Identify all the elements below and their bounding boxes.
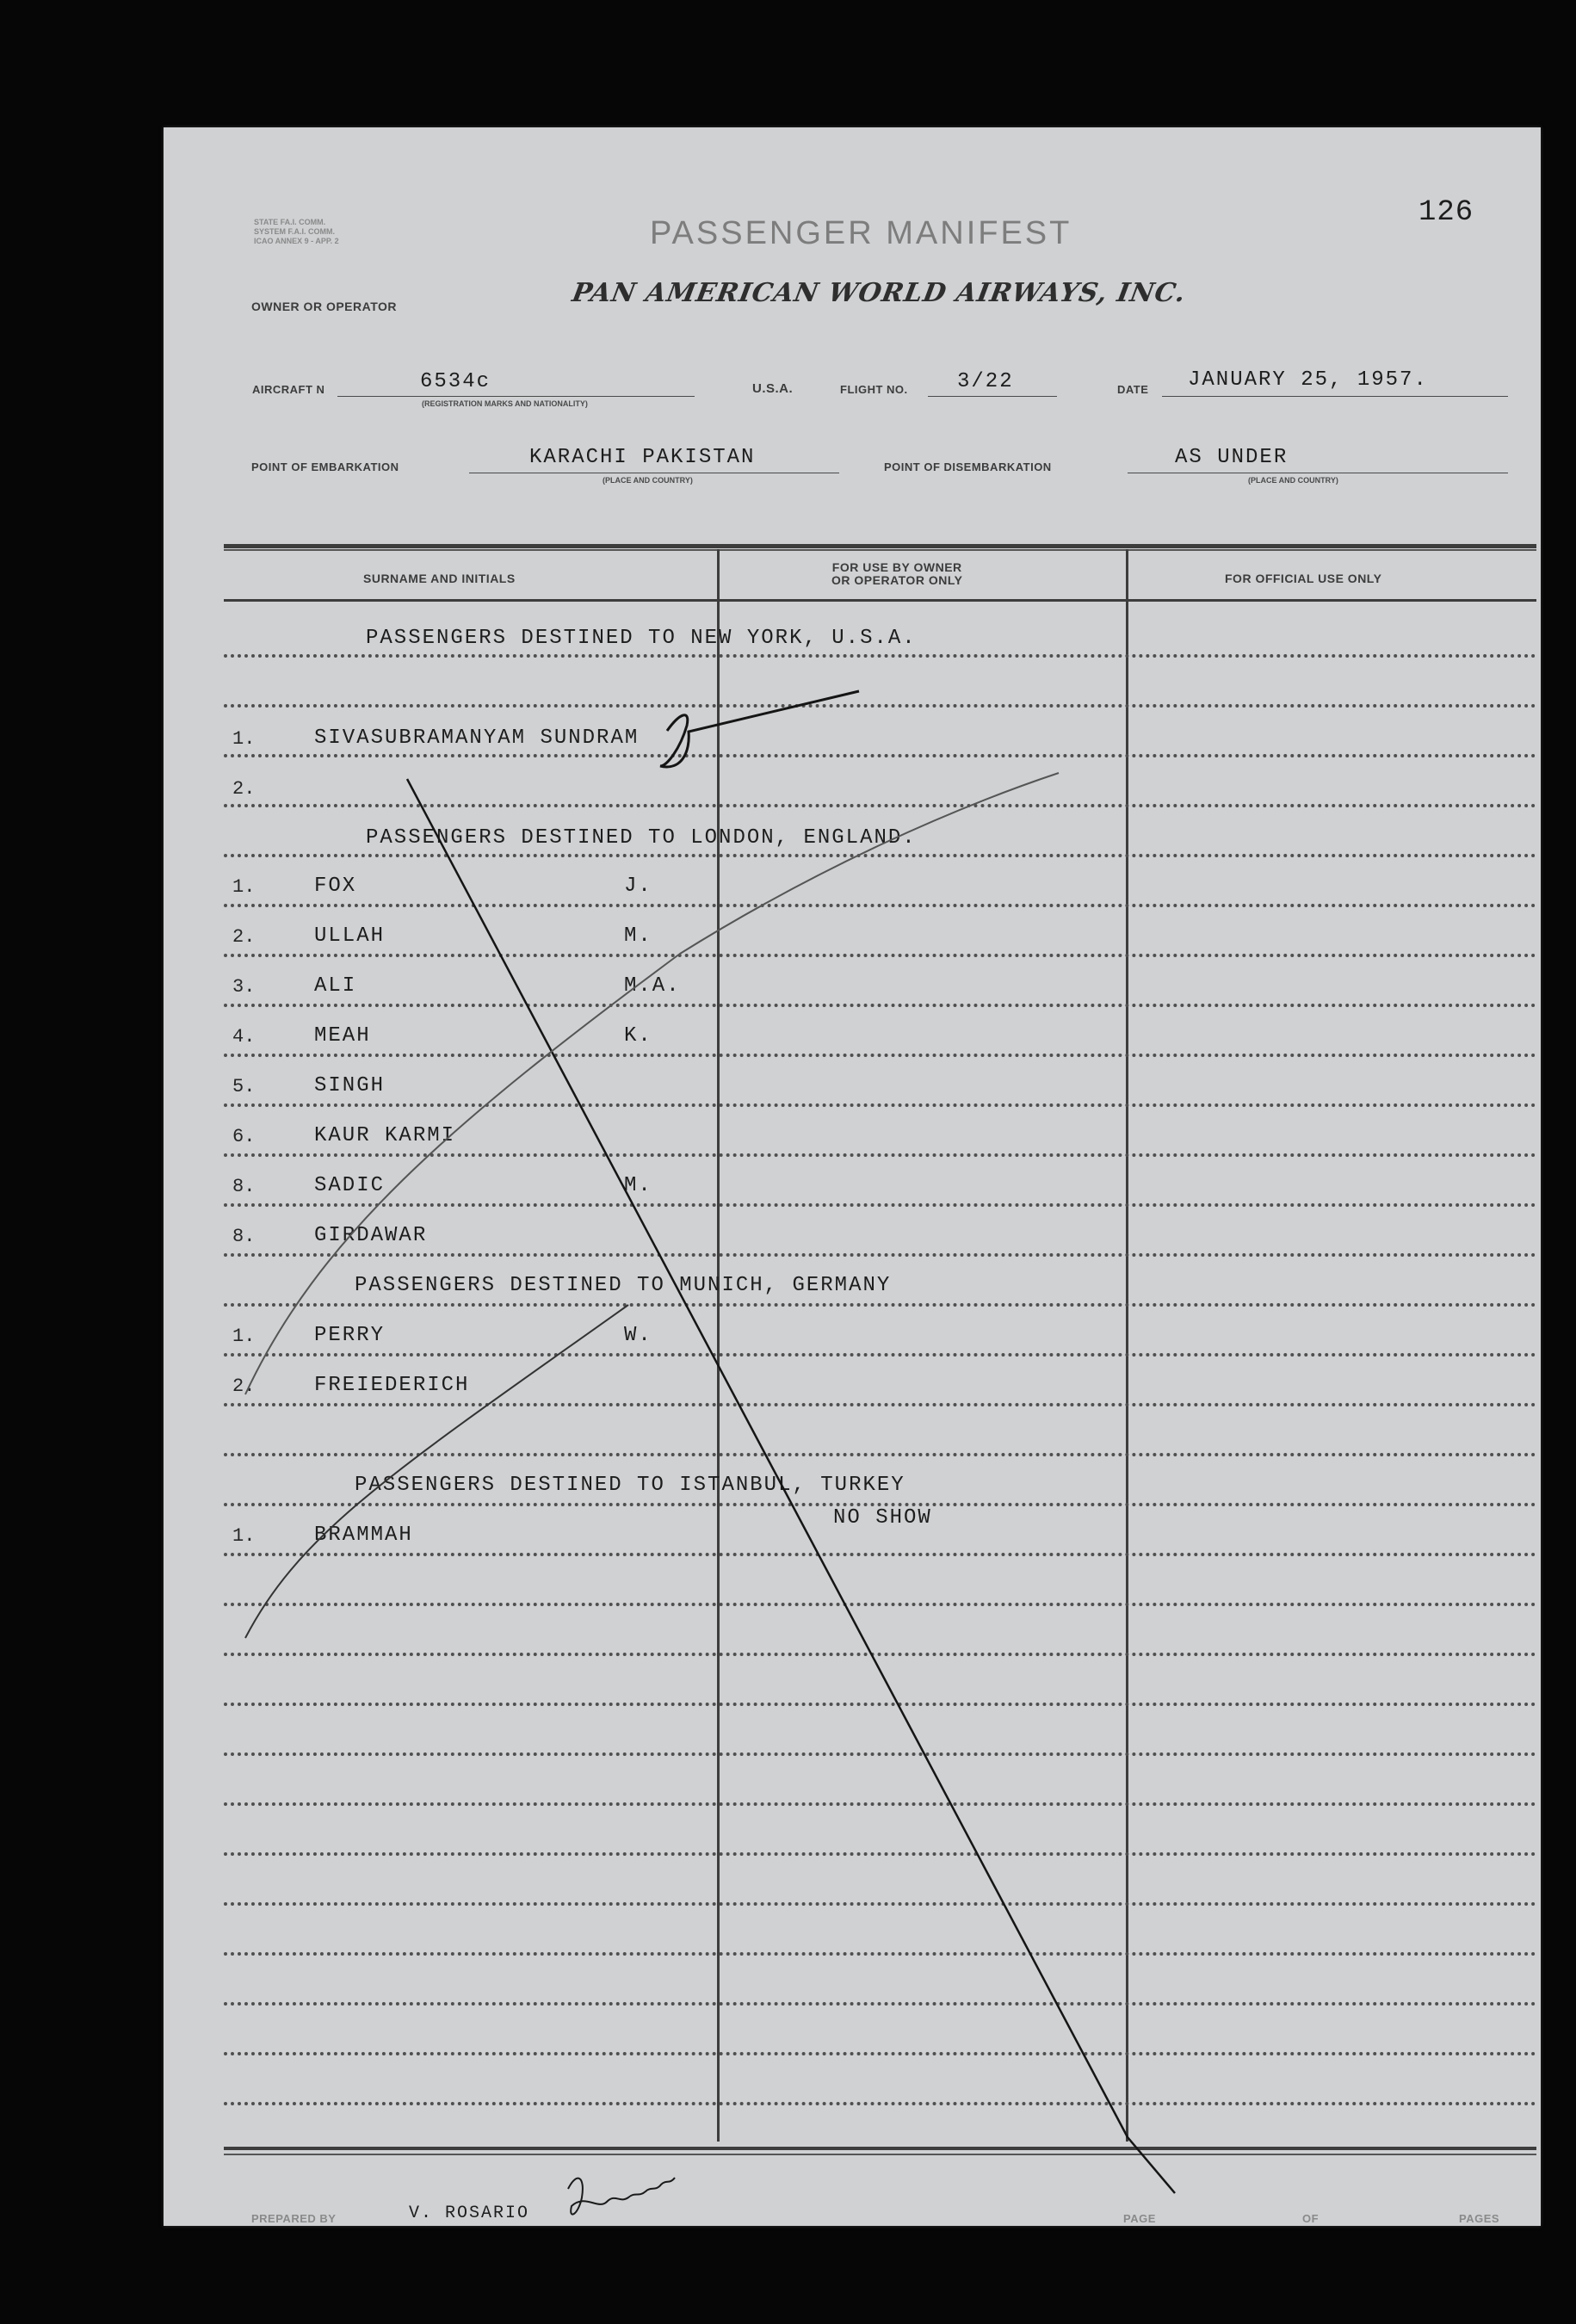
date-value: JANUARY 25, 1957. bbox=[1188, 368, 1428, 392]
passenger-number: 3. bbox=[232, 976, 256, 998]
flight-label: FLIGHT NO. bbox=[840, 383, 908, 396]
col-header-owner: FOR USE BY OWNER OR OPERATOR ONLY bbox=[831, 560, 963, 587]
passenger-name: SADIC bbox=[314, 1174, 386, 1197]
passenger-name: ALI bbox=[314, 974, 357, 998]
passenger-number: 1. bbox=[232, 1525, 256, 1547]
passenger-initials: W. bbox=[624, 1324, 652, 1347]
passenger-number: 8. bbox=[232, 1226, 256, 1247]
aircraft-label: AIRCRAFT N bbox=[252, 383, 325, 396]
col-header-surname: SURNAME AND INITIALS bbox=[363, 572, 516, 585]
check-mark-icon bbox=[660, 691, 859, 767]
passenger-number: 2. bbox=[232, 1375, 256, 1397]
passenger-number: 8. bbox=[232, 1176, 256, 1197]
passenger-initials: J. bbox=[624, 875, 652, 898]
embark-label: POINT OF EMBARKATION bbox=[251, 460, 399, 473]
passenger-initials: K. bbox=[624, 1024, 652, 1048]
usa-label: U.S.A. bbox=[752, 381, 794, 396]
passenger-number: 6. bbox=[232, 1126, 256, 1147]
group-heading-london: PASSENGERS DESTINED TO LONDON, ENGLAND. bbox=[366, 826, 917, 850]
group-heading-munich: PASSENGERS DESTINED TO MUNICH, GERMANY bbox=[355, 1274, 892, 1297]
passenger-name: PERRY bbox=[314, 1324, 386, 1347]
prepared-by-value: V. ROSARIO bbox=[409, 2203, 530, 2223]
disembark-label: POINT OF DISEMBARKATION bbox=[884, 460, 1052, 473]
flight-value: 3/22 bbox=[957, 370, 1014, 393]
passenger-number: 1. bbox=[232, 876, 256, 898]
passenger-number: 1. bbox=[232, 728, 256, 750]
document-title: PASSENGER MANIFEST bbox=[650, 215, 1072, 251]
passenger-number: 5. bbox=[232, 1076, 256, 1097]
prepared-by-label: PREPARED BY bbox=[251, 2212, 337, 2225]
group-heading-new-york: PASSENGERS DESTINED TO NEW YORK, U.S.A. bbox=[366, 627, 917, 650]
no-show-note: NO SHOW bbox=[833, 1506, 932, 1530]
aircraft-value: 6534c bbox=[420, 370, 491, 393]
passenger-initials: M. bbox=[624, 1174, 652, 1197]
passenger-initials: M.A. bbox=[624, 974, 681, 998]
passenger-name: SINGH bbox=[314, 1074, 386, 1097]
passenger-name: FREIEDERICH bbox=[314, 1374, 470, 1397]
of-label: OF bbox=[1302, 2212, 1320, 2225]
embark-caption: (PLACE AND COUNTRY) bbox=[603, 476, 693, 485]
pages-label: PAGES bbox=[1459, 2212, 1500, 2225]
passenger-name: MEAH bbox=[314, 1024, 371, 1048]
airline-name: PAN AMERICAN WORLD AIRWAYS, INC. bbox=[569, 278, 1189, 308]
disembark-caption: (PLACE AND COUNTRY) bbox=[1248, 476, 1338, 485]
strike-arc-icon bbox=[245, 1305, 628, 1638]
disembark-value: AS UNDER bbox=[1175, 446, 1289, 469]
page-label: PAGE bbox=[1123, 2212, 1156, 2225]
page-stamp: 126 bbox=[1418, 196, 1474, 229]
signature-icon bbox=[568, 2178, 675, 2215]
aircraft-caption: (REGISTRATION MARKS AND NATIONALITY) bbox=[422, 399, 588, 408]
form-reference: STATE FA.I. COMM. SYSTEM F.A.I. COMM. ICAO ANNEX 9 - APP. 2 bbox=[254, 218, 339, 245]
group-heading-istanbul: PASSENGERS DESTINED TO ISTANBUL, TURKEY bbox=[355, 1474, 905, 1497]
strike-line-icon bbox=[407, 779, 1175, 2193]
strike-arc-icon bbox=[245, 773, 1059, 1394]
passenger-number: 2. bbox=[232, 926, 256, 948]
passenger-initials: M. bbox=[624, 924, 652, 948]
passenger-name: FOX bbox=[314, 875, 357, 898]
pen-marks bbox=[164, 127, 1541, 2226]
passenger-name: GIRDAWAR bbox=[314, 1224, 428, 1247]
passenger-name: SIVASUBRAMANYAM SUNDRAM bbox=[314, 726, 640, 750]
passenger-name: KAUR KARMI bbox=[314, 1124, 456, 1147]
col-header-official: FOR OFFICIAL USE ONLY bbox=[1225, 572, 1382, 585]
manifest-paper bbox=[164, 127, 1541, 2226]
owner-label: OWNER OR OPERATOR bbox=[251, 300, 397, 313]
passenger-number: 2. bbox=[232, 778, 256, 800]
embark-value: KARACHI PAKISTAN bbox=[529, 446, 756, 469]
passenger-number: 1. bbox=[232, 1326, 256, 1347]
passenger-number: 4. bbox=[232, 1026, 256, 1048]
passenger-name: BRAMMAH bbox=[314, 1524, 413, 1547]
date-label: DATE bbox=[1117, 383, 1149, 396]
passenger-name: ULLAH bbox=[314, 924, 386, 948]
